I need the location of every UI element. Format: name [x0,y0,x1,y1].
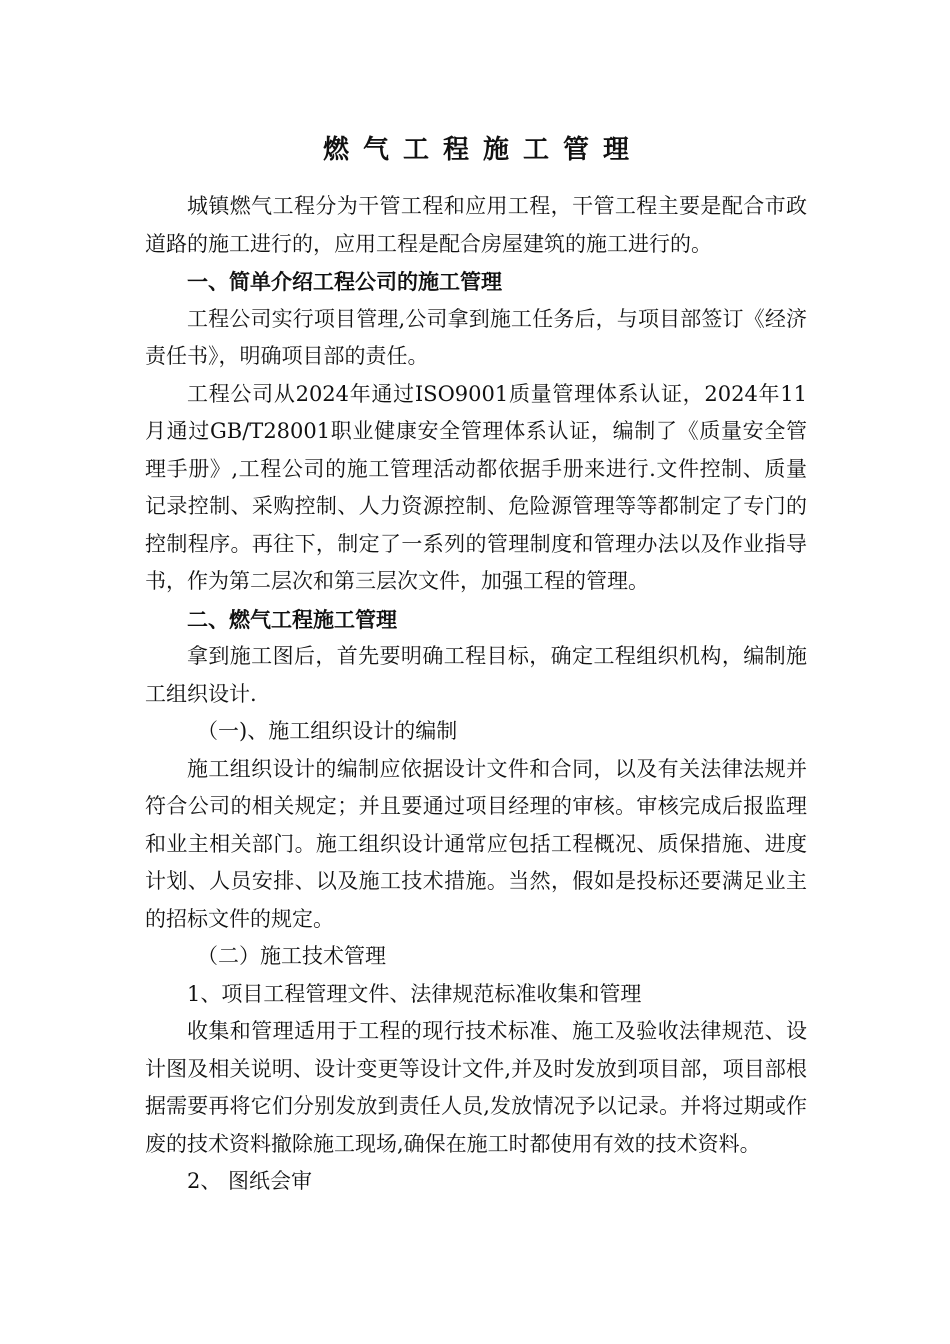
section-heading-1: 一、简单介绍工程公司的施工管理 [187,269,502,294]
paragraph-organization-design: 施工组织设计的编制应依据设计文件和合同，以及有关法律法规并符合公司的相关规定；并且要通过项目经理的审核。审核完成后报监理和业主相关部门。施工组织设计通常应包括工程概况、质保措施、进度计划、人员安排、以及施工技术措施。当然，假如是投标还要满足业主的招标文件的规定。 [145,756,807,931]
subsection-heading-2: （二）施工技术管理 [197,944,386,968]
document-title: 燃气工程施工管理 [322,135,643,165]
paragraph-certification: 工程公司从2024年通过ISO9001质量管理体系认证，2024年11月通过GB/T28001职业健康安全管理体系认证，编制了《质量安全管理手册》,工程公司的施工管理活动都依据手册来进行.文件控制、质量记录控制、采购控制、人力资源控制、危险源管理等等都制定了专门的控制程序。再往下，制定了一系列的管理制度和管理办法以及作业指导书，作为第二层次和第三层次文件，加强工程的管理。 [145,381,807,593]
item-heading-2: 2、 图纸会审 [187,1169,313,1193]
paragraph-project-management: 工程公司实行项目管理,公司拿到施工任务后，与项目部签订《经济责任书》，明确项目部的责任。 [145,306,807,368]
document-body [145,128,807,1201]
section-heading-2: 二、燃气工程施工管理 [187,606,397,632]
paragraph-construction-drawings: 拿到施工图后，首先要明确工程目标，确定工程组织机构，编制施工组织设计. [145,644,807,706]
paragraph-document-management: 收集和管理适用于工程的现行技术标准、施工及验收法律规范、设计图及相关说明、设计变更等设计文件,并及时发放到项目部，项目部根据需要再将它们分别发放到责任人员,发放情况予以记录。并将过期或作废的技术资料撤除施工现场,确保在施工时都使用有效的技术资料。 [145,1019,807,1156]
subsection-heading-1: （一)、施工组织设计的编制 [197,719,458,743]
paragraph-intro: 城镇燃气工程分为干管工程和应用工程，干管工程主要是配合市政道路的施工进行的，应用工程是配合房屋建筑的施工进行的。 [145,194,807,256]
item-heading-1: 1、项目工程管理文件、法律规范标准收集和管理 [187,981,642,1006]
